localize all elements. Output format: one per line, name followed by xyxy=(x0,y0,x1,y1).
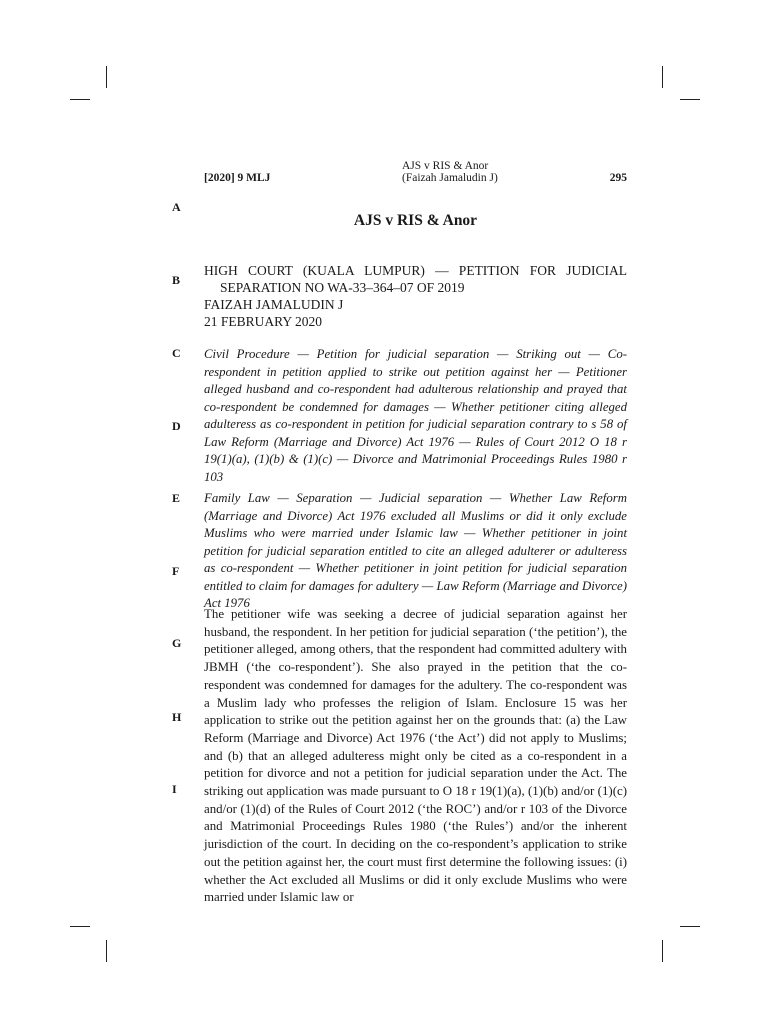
margin-letter-h: H xyxy=(172,710,182,724)
crop-mark xyxy=(662,66,663,88)
margin-letter-g: G xyxy=(172,636,182,650)
headnote-paragraph: The petitioner wife was seeking a decree of judicial separation against her husband, the respondent. In her petition for judicial separation (‘the petition’), the petitioner alleged, among others, that the respondent had committed adultery with JBMH (‘the co-respondent’). She also prayed in the petition that the co-respondent was condemned for damages for the adultery. The co-respondent was a Muslim lady who professes the religion of Islam. Enclosure 15 was her application to strike out the petition against her on the grounds that: (a) the Law Reform (Marriage and Divorce) Act 1976 (‘the Act’) did not apply to Muslims; and (b) that an alleged adulteress might only be cited as a co-respondent in a petition for divorce and not a petition for judicial separation under the Act. The striking out application was made pursuant to O 18 r 19(1)(a), (1)(b) and/or (1)(c) and/or (1)(d) of the Rules of Court 2012 (‘the ROC’) and/or r 103 of the Divorce and Matrimonial Proceedings Rules 1980 (‘the Rules’) and/or the inherent jurisdiction of the court. In deciding on the co-respondent’s application to strike out the petition against her, the court must first determine the following issues: (i) whether the Act excluded all Muslims or did it only exclude Muslims who were married under Islamic law or xyxy=(204,607,627,905)
catchwords-civil-procedure: Civil Procedure — Petition for judicial separation — Striking out — Co-respondent in petition applied to strike out petition against her — Petitioner alleged husband and co-respondent had adulterous relationship and prayed that co-respondent be condemned for damages — Whether petitioner citing alleged adulteress as co-respondent in petition for judicial separation contrary to s 58 of Law Reform (Marriage and Divorce) Act 1976 — Rules of Court 2012 O 18 r 19(1)(a), (1)(b) & (1)(c) — Divorce and Matrimonial Proceedings Rules 1980 r 103 xyxy=(204,347,627,484)
crop-mark xyxy=(106,66,107,88)
margin-letter-c: C xyxy=(172,346,181,360)
running-title xyxy=(402,160,498,184)
crop-mark xyxy=(680,926,700,927)
court-line: HIGH COURT (KUALA LUMPUR) — PETITION FOR JUDICIAL xyxy=(204,263,627,278)
page-number: 295 xyxy=(609,172,627,184)
margin-letter-i: I xyxy=(172,782,177,796)
court-details xyxy=(204,262,627,330)
margin-letter-e: E xyxy=(172,491,181,505)
case-short: AJS v RIS & Anor xyxy=(402,160,489,172)
crop-mark xyxy=(106,940,107,962)
catchwords-family-law: Family Law — Separation — Judicial separation — Whether Law Reform (Marriage and Divorce) Act 1976 excluded all Muslims or did it only exclude Muslims who were married under Islamic law — Whether petitioner in joint petition for judicial separation entitled to cite an alleged adulterer or adulteress as co-respondent — Whether petitioner in joint petition for judicial separation entitled to claim for damages for adultery — Law Reform (Marriage and Divorce) Act 1976 xyxy=(204,491,627,610)
court-line-continued: SEPARATION NO WA-33–364–07 OF 2019 xyxy=(220,280,465,295)
decision-date: 21 FEBRUARY 2020 xyxy=(204,314,323,329)
citation: [2020] 9 MLJ xyxy=(204,172,271,184)
judge-name: FAIZAH JAMALUDIN J xyxy=(204,297,344,312)
running-header xyxy=(204,160,627,188)
crop-mark xyxy=(70,99,90,100)
case-title: AJS v RIS & Anor xyxy=(353,212,478,229)
margin-letter-a: A xyxy=(172,200,181,214)
margin-letter-d: D xyxy=(172,419,181,433)
margin-letter-f: F xyxy=(172,564,180,578)
crop-mark xyxy=(680,99,700,100)
crop-mark xyxy=(70,926,90,927)
crop-mark xyxy=(662,940,663,962)
judge-short: (Faizah Jamaludin J) xyxy=(402,172,498,184)
margin-letter-b: B xyxy=(172,273,181,287)
